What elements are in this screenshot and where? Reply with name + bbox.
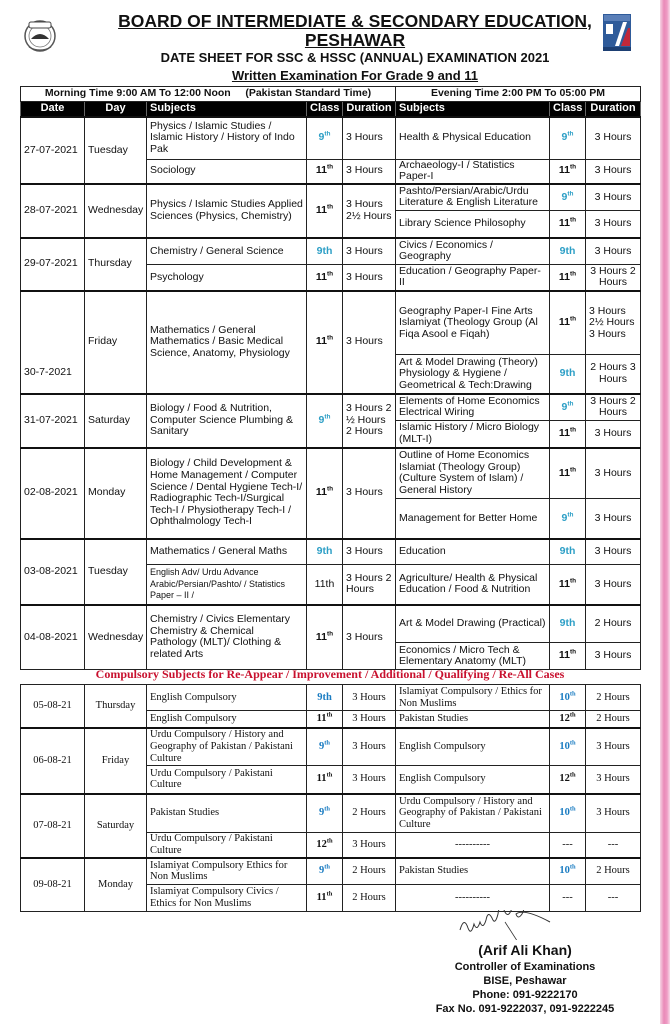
subjects-cell: Education / Geography Paper-II bbox=[396, 265, 550, 291]
fax-number: Fax No. 091-9222037, 091-9222245 bbox=[435, 1003, 615, 1015]
subjects-cell: Elements of Home Economics Electrical Wiring bbox=[396, 394, 550, 421]
table-row bbox=[21, 858, 641, 885]
subjects-cell: Biology / Food & Nutrition, Computer Science Plumbing & Sanitary bbox=[147, 394, 307, 448]
table-row bbox=[21, 685, 641, 711]
class-cell: 9th bbox=[307, 238, 343, 265]
session-time-row bbox=[21, 87, 641, 102]
class-cell: 11th bbox=[550, 265, 586, 291]
class-cell: 12th bbox=[550, 711, 586, 728]
duration-cell: 3 Hours 2 Hours bbox=[586, 394, 641, 421]
duration-cell: 3 Hours bbox=[343, 833, 396, 858]
board-title-line2: PESHAWAR bbox=[304, 30, 406, 50]
col-morning-class: Class bbox=[307, 102, 343, 118]
class-cell: 10th bbox=[550, 728, 586, 766]
grade-subtitle: Written Examination For Grade 9 and 11 bbox=[231, 68, 479, 83]
class-cell: 9th bbox=[307, 685, 343, 711]
duration-cell: 3 Hours bbox=[343, 728, 396, 766]
class-cell: 9th bbox=[550, 394, 586, 421]
duration-cell: 3 Hours 2 Hours bbox=[343, 565, 396, 605]
duration-cell: 3 Hours bbox=[343, 117, 396, 159]
class-cell: 9th bbox=[307, 117, 343, 159]
office-name: BISE, Peshawar bbox=[483, 975, 567, 987]
duration-cell: 3 Hours bbox=[586, 211, 641, 238]
class-cell: 11th bbox=[550, 211, 586, 238]
class-cell: 9th bbox=[550, 117, 586, 159]
duration-cell: 3 Hours bbox=[343, 605, 396, 670]
class-cell: 9th bbox=[550, 539, 586, 565]
table-row bbox=[21, 605, 641, 643]
duration-cell: 3 Hours bbox=[586, 448, 641, 499]
class-cell: 11th bbox=[307, 291, 343, 394]
table-row bbox=[21, 291, 641, 355]
class-cell: 11th bbox=[550, 448, 586, 499]
day-cell: Tuesday bbox=[85, 117, 147, 184]
subjects-cell: English Compulsory bbox=[396, 728, 550, 766]
date-cell: 05-08-21 bbox=[21, 685, 85, 728]
morning-time-label: Morning Time 9:00 AM To 12:00 Noon (Pakistan Standard Time) bbox=[21, 87, 396, 102]
class-cell: 9th bbox=[550, 605, 586, 643]
duration-cell: 3 Hours bbox=[586, 539, 641, 565]
class-cell: 9th bbox=[550, 499, 586, 539]
duration-cell: 3 Hours bbox=[343, 539, 396, 565]
day-cell: Saturday bbox=[85, 794, 147, 858]
subjects-cell: Archaeology-I / Statistics Paper-I bbox=[396, 159, 550, 184]
subjects-cell: Mathematics / General Maths bbox=[147, 539, 307, 565]
col-morning-duration: Duration bbox=[343, 102, 396, 118]
class-cell: 12th bbox=[550, 766, 586, 794]
class-cell: 10th bbox=[550, 858, 586, 885]
subjects-cell: English Compulsory bbox=[147, 685, 307, 711]
duration-cell: 2 Hours bbox=[343, 885, 396, 912]
day-cell: Saturday bbox=[85, 394, 147, 448]
date-cell: 28-07-2021 bbox=[21, 184, 85, 238]
duration-cell: 3 Hours 2½ Hours bbox=[343, 184, 396, 238]
subjects-cell: Agriculture/ Health & Physical Education / Food & Nutrition bbox=[396, 565, 550, 605]
subjects-cell: Geography Paper-I Fine Arts Islamiyat (Theology Group (Al Fiqa Asool e Fiqah) bbox=[396, 291, 550, 355]
subjects-cell: Art & Model Drawing (Practical) bbox=[396, 605, 550, 643]
board-title-line1: BOARD OF INTERMEDIATE & SECONDARY EDUCATION, bbox=[118, 11, 592, 31]
class-cell: 11th bbox=[307, 265, 343, 291]
date-cell: 09-08-21 bbox=[21, 858, 85, 912]
table-row bbox=[21, 117, 641, 159]
date-sheet-title: DATE SHEET FOR SSC & HSSC (ANNUAL) EXAMINATION 2021 bbox=[160, 50, 550, 65]
subjects-cell: Management for Better Home bbox=[396, 499, 550, 539]
subjects-cell: Urdu Compulsory / History and Geography of Pakistan / Pakistani Culture bbox=[147, 728, 307, 766]
class-cell: 9th bbox=[550, 184, 586, 211]
class-cell: 11th bbox=[550, 643, 586, 670]
class-cell: 9th bbox=[307, 394, 343, 448]
day-cell: Friday bbox=[85, 291, 147, 394]
col-evening-duration: Duration bbox=[586, 102, 641, 118]
duration-cell: 3 Hours 2½ Hours 3 Hours bbox=[586, 291, 641, 355]
class-cell: 11th bbox=[307, 184, 343, 238]
duration-cell: 3 Hours bbox=[586, 766, 641, 794]
subjects-cell: Education bbox=[396, 539, 550, 565]
class-cell: 11th bbox=[307, 605, 343, 670]
col-evening-class: Class bbox=[550, 102, 586, 118]
subjects-cell: Physics / Islamic Studies Applied Sciences (Physics, Chemistry) bbox=[147, 184, 307, 238]
signature-scribble-icon bbox=[455, 910, 565, 940]
day-cell: Thursday bbox=[85, 685, 147, 728]
controller-designation: Controller of Examinations bbox=[454, 961, 596, 973]
phone-number: Phone: 091-9222170 bbox=[472, 989, 578, 1001]
subjects-cell: Physics / Islamic Studies / Islamic History / History of Indo Pak bbox=[147, 117, 307, 159]
duration-cell: 3 Hours bbox=[586, 565, 641, 605]
class-cell: --- bbox=[550, 885, 586, 912]
class-cell: 11th bbox=[307, 766, 343, 794]
duration-cell: 3 Hours bbox=[343, 685, 396, 711]
subjects-cell: Islamiyat Compulsory Ethics for Non Muslims bbox=[147, 858, 307, 885]
duration-cell: 2 Hours bbox=[586, 858, 641, 885]
date-cell: 07-08-21 bbox=[21, 794, 85, 858]
table-row bbox=[21, 539, 641, 565]
iso-certified-badge-icon bbox=[603, 14, 631, 51]
subjects-cell: English Compulsory bbox=[147, 711, 307, 728]
day-cell: Wednesday bbox=[85, 184, 147, 238]
board-title bbox=[110, 12, 600, 50]
class-cell: 11th bbox=[307, 565, 343, 605]
subjects-cell: Mathematics / General Mathematics / Basic Medical Science, Anatomy, Physiology bbox=[147, 291, 307, 394]
evening-time-label: Evening Time 2:00 PM To 05:00 PM bbox=[396, 87, 641, 102]
day-cell: Monday bbox=[85, 858, 147, 912]
date-cell: 02-08-2021 bbox=[21, 448, 85, 539]
table-row bbox=[21, 728, 641, 766]
table-row bbox=[21, 448, 641, 499]
subjects-cell: Sociology bbox=[147, 159, 307, 184]
duration-cell: 2 Hours bbox=[586, 685, 641, 711]
class-cell: 9th bbox=[550, 355, 586, 394]
subjects-cell: Pakistan Studies bbox=[147, 794, 307, 833]
subjects-cell: Islamiyat Compulsory / Ethics for Non Muslims bbox=[396, 685, 550, 711]
subjects-cell: Pashto/Persian/Arabic/Urdu Literature & English Literature bbox=[396, 184, 550, 211]
duration-cell: 3 Hours bbox=[586, 421, 641, 448]
subjects-cell: English Adv/ Urdu Advance Arabic/Persian/Pashto/ / Statistics Paper – II / bbox=[147, 565, 307, 605]
class-cell: 9th bbox=[307, 794, 343, 833]
col-date: Date bbox=[21, 102, 85, 118]
duration-cell: 3 Hours bbox=[343, 291, 396, 394]
subjects-cell: Economics / Micro Tech & Elementary Anatomy (MLT) bbox=[396, 643, 550, 670]
duration-cell: 2 Hours bbox=[343, 794, 396, 833]
col-evening-subjects: Subjects bbox=[396, 102, 550, 118]
subjects-cell: Library Science Philosophy bbox=[396, 211, 550, 238]
table-row bbox=[21, 794, 641, 833]
subjects-cell: Urdu Compulsory / Pakistani Culture bbox=[147, 766, 307, 794]
subjects-cell: Chemistry / General Science bbox=[147, 238, 307, 265]
table-row bbox=[21, 184, 641, 211]
duration-cell: 2 Hours 3 Hours bbox=[586, 355, 641, 394]
class-cell: 11th bbox=[550, 421, 586, 448]
duration-cell: 3 Hours bbox=[586, 728, 641, 766]
duration-cell: 3 Hours bbox=[586, 499, 641, 539]
class-cell: 11th bbox=[307, 159, 343, 184]
subjects-cell: Pakistan Studies bbox=[396, 711, 550, 728]
duration-cell: 3 Hours bbox=[343, 711, 396, 728]
duration-cell: 3 Hours bbox=[586, 159, 641, 184]
duration-cell: 3 Hours bbox=[343, 238, 396, 265]
subjects-cell: ---------- bbox=[396, 885, 550, 912]
duration-cell: 2 Hours bbox=[343, 858, 396, 885]
subjects-cell: Biology / Child Development & Home Management / Computer Science / Dental Hygiene Tech-I/ Radiographic Tech-I/Surgical Tech-I / Physiotherapy Tech-I / Ophthalmology Tech-I bbox=[147, 448, 307, 539]
duration-cell: 3 Hours bbox=[586, 238, 641, 265]
date-cell: 31-07-2021 bbox=[21, 394, 85, 448]
date-cell: 30-7-2021 bbox=[21, 291, 85, 394]
compulsory-table bbox=[20, 684, 641, 912]
duration-cell: 3 Hours bbox=[586, 643, 641, 670]
class-cell: 10th bbox=[550, 685, 586, 711]
duration-cell: 3 Hours 2 ½ Hours 2 Hours bbox=[343, 394, 396, 448]
date-sheet-table bbox=[20, 86, 641, 670]
subjects-cell: Urdu Compulsory / Pakistani Culture bbox=[147, 833, 307, 858]
duration-cell: 3 Hours bbox=[343, 159, 396, 184]
class-cell: 11th bbox=[550, 159, 586, 184]
date-cell: 06-08-21 bbox=[21, 728, 85, 794]
duration-cell: 3 Hours 2 Hours bbox=[586, 265, 641, 291]
duration-cell: 2 Hours bbox=[586, 711, 641, 728]
day-cell: Thursday bbox=[85, 238, 147, 291]
col-day: Day bbox=[85, 102, 147, 118]
class-cell: 9th bbox=[307, 728, 343, 766]
class-cell: 11th bbox=[550, 565, 586, 605]
duration-cell: 3 Hours bbox=[586, 117, 641, 159]
class-cell: 9th bbox=[307, 858, 343, 885]
duration-cell: 3 Hours bbox=[343, 766, 396, 794]
subjects-cell: English Compulsory bbox=[396, 766, 550, 794]
day-cell: Tuesday bbox=[85, 539, 147, 605]
table-row bbox=[21, 394, 641, 421]
subjects-cell: Psychology bbox=[147, 265, 307, 291]
subjects-cell: Civics / Economics / Geography bbox=[396, 238, 550, 265]
duration-cell: 3 Hours bbox=[343, 265, 396, 291]
class-cell: --- bbox=[550, 833, 586, 858]
duration-cell: 3 Hours bbox=[343, 448, 396, 539]
date-cell: 04-08-2021 bbox=[21, 605, 85, 670]
class-cell: 11th bbox=[307, 711, 343, 728]
class-cell: 10th bbox=[550, 794, 586, 833]
date-cell: 29-07-2021 bbox=[21, 238, 85, 291]
class-cell: 9th bbox=[307, 539, 343, 565]
subjects-cell: Chemistry / Civics Elementary Chemistry & Chemical Pathology (MLT)/ Clothing & related Arts bbox=[147, 605, 307, 670]
duration-cell: --- bbox=[586, 833, 641, 858]
duration-cell: 3 Hours bbox=[586, 794, 641, 833]
subjects-cell: Health & Physical Education bbox=[396, 117, 550, 159]
page-edge-stain bbox=[660, 0, 670, 1024]
class-cell: 11th bbox=[550, 291, 586, 355]
subjects-cell: Urdu Compulsory / History and Geography of Pakistan / Pakistani Culture bbox=[396, 794, 550, 833]
class-cell: 9th bbox=[550, 238, 586, 265]
controller-name: (Arif Ali Khan) bbox=[478, 942, 572, 958]
bise-crest-icon bbox=[20, 15, 60, 55]
compulsory-section-title: Compulsory Subjects for Re-Appear / Improvement / Additional / Qualifying / Re-All Cases bbox=[95, 667, 565, 681]
duration-cell: --- bbox=[586, 885, 641, 912]
class-cell: 11th bbox=[307, 885, 343, 912]
subjects-cell: Outline of Home Economics Islamiat (Theology Group) (Culture System of Islam) / General History bbox=[396, 448, 550, 499]
subjects-cell: Art & Model Drawing (Theory) Physiology & Hygiene / Geometrical & Tech:Drawing bbox=[396, 355, 550, 394]
subjects-cell: Islamic History / Micro Biology (MLT-I) bbox=[396, 421, 550, 448]
table-row bbox=[21, 238, 641, 265]
date-cell: 27-07-2021 bbox=[21, 117, 85, 184]
duration-cell: 3 Hours bbox=[586, 184, 641, 211]
day-cell: Friday bbox=[85, 728, 147, 794]
subjects-cell: Pakistan Studies bbox=[396, 858, 550, 885]
subjects-cell: Islamiyat Compulsory Civics / Ethics for Non Muslims bbox=[147, 885, 307, 912]
class-cell: 12th bbox=[307, 833, 343, 858]
subjects-cell: ---------- bbox=[396, 833, 550, 858]
duration-cell: 2 Hours bbox=[586, 605, 641, 643]
date-cell: 03-08-2021 bbox=[21, 539, 85, 605]
day-cell: Monday bbox=[85, 448, 147, 539]
column-header-row bbox=[21, 102, 641, 118]
day-cell: Wednesday bbox=[85, 605, 147, 670]
col-morning-subjects: Subjects bbox=[147, 102, 307, 118]
class-cell: 11th bbox=[307, 448, 343, 539]
